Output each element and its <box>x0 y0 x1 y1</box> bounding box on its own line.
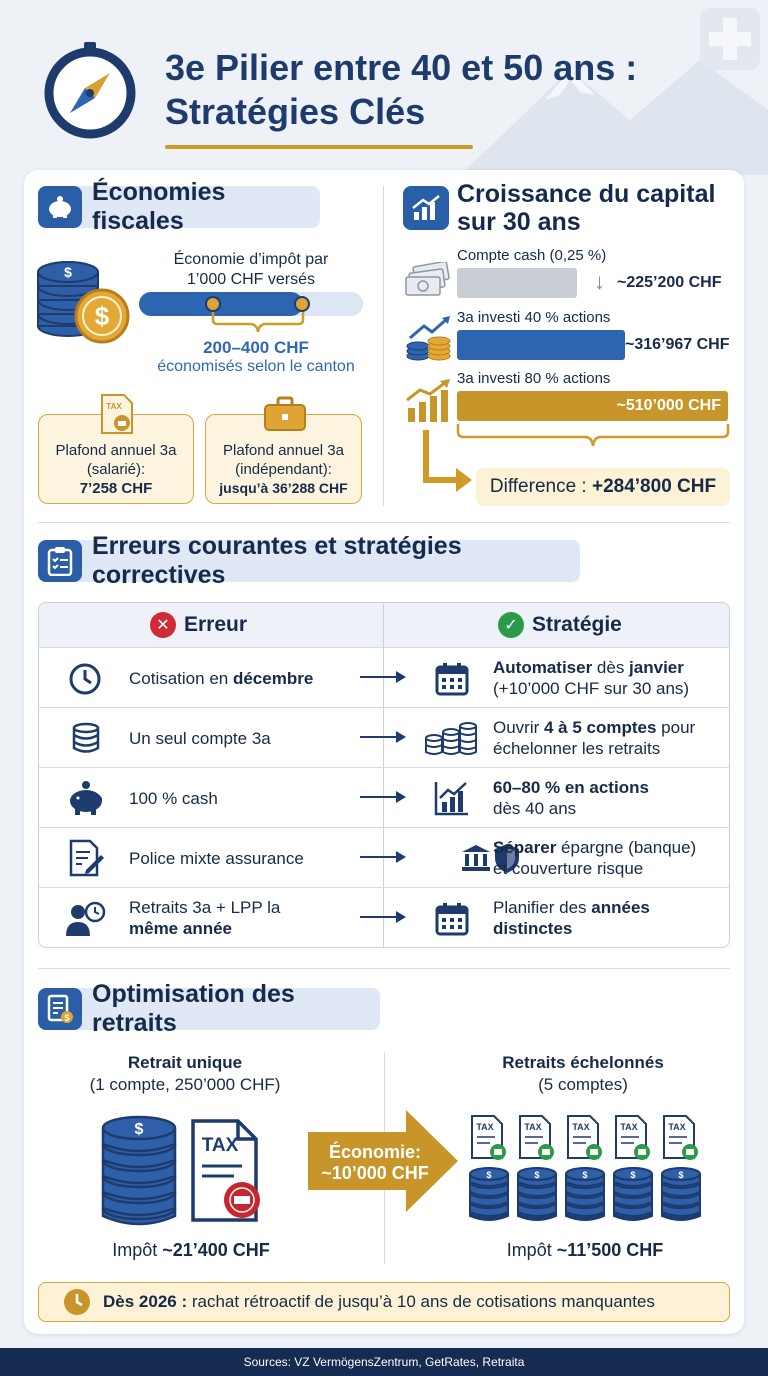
strategy-cell <box>493 888 650 948</box>
svg-text:$: $ <box>134 1121 144 1138</box>
note-text: rachat rétroactif de jusqu’à 10 ans de cotisations manquantes <box>187 1292 655 1311</box>
fiscal-title: Économies fiscales <box>92 178 226 235</box>
note-bold: Dès 2026 : <box>103 1292 188 1311</box>
errors-title: Erreurs courantes et stratégies correctives <box>92 532 462 589</box>
table-row <box>38 767 730 827</box>
strategy-cell <box>493 768 649 828</box>
single-tax-line <box>60 1240 322 1261</box>
strategy-bold: 4 à 5 comptes <box>544 718 657 737</box>
error-bold: même année <box>129 919 232 938</box>
svg-text:$: $ <box>534 1170 540 1180</box>
staggered-accounts <box>466 1110 706 1226</box>
limit-employee-line2: (salarié): <box>86 461 146 478</box>
section-divider-1 <box>38 522 730 523</box>
bank-icon <box>461 844 491 872</box>
error-cell <box>129 648 313 708</box>
single-withdrawal-title: Retrait unique <box>127 1053 243 1072</box>
calendar-icon <box>434 661 470 697</box>
small-tax-icon <box>614 1114 654 1162</box>
small-coin-stack-icon <box>468 1166 510 1224</box>
staggered-tax-label: Impôt <box>506 1240 557 1260</box>
withdrawals-title: Optimisation des retraits <box>92 980 295 1037</box>
col-error-header <box>150 612 247 638</box>
arrow-right <box>360 676 404 678</box>
strategy-bold: Séparer <box>493 838 557 857</box>
money-document-icon <box>38 988 82 1030</box>
coins-growth-icon <box>404 316 454 362</box>
savings-sub: économisés selon le canton <box>157 358 355 375</box>
tax-form-icon <box>190 1118 266 1224</box>
small-tax-label: TAX <box>476 1122 494 1132</box>
coin-stack-icon <box>71 722 101 754</box>
errors-table-header <box>39 603 729 647</box>
single-tax-value: ~21’400 CHF <box>162 1240 270 1260</box>
saving-label <box>308 1142 442 1184</box>
svg-text:$: $ <box>630 1170 636 1180</box>
gold-growth-icon <box>404 378 454 424</box>
growth-chart-icon <box>434 780 470 816</box>
footer-bar <box>0 1348 768 1376</box>
contract-pen-icon <box>68 839 104 877</box>
strategy-bold: Automatiser <box>493 658 593 677</box>
difference-box <box>476 468 730 506</box>
error-cell <box>129 888 280 948</box>
small-tax-icon <box>662 1114 702 1162</box>
small-tax-icon <box>566 1114 606 1162</box>
small-coin-stack-icon <box>564 1166 606 1224</box>
single-withdrawal-sub: (1 compte, 250’000 CHF) <box>89 1075 281 1094</box>
error-x-icon: ✕ <box>150 612 176 638</box>
range-bracket <box>210 312 306 334</box>
error-bold: décembre <box>232 668 314 688</box>
staggered-sub: (5 comptes) <box>538 1075 628 1094</box>
error-cell <box>129 708 271 768</box>
down-arrow-icon: ↓ <box>594 269 605 294</box>
difference-label: Difference : <box>489 476 592 497</box>
svg-text:$: $ <box>678 1170 684 1180</box>
arrow-right <box>360 916 404 918</box>
col-error-label: Erreur <box>184 613 248 636</box>
briefcase-icon <box>263 396 307 432</box>
arrow-right <box>360 856 404 858</box>
limit-self-line2: (indépendant): <box>235 461 332 478</box>
svg-text:$: $ <box>64 1013 70 1023</box>
elbow-arrow <box>418 430 474 500</box>
svg-text:$: $ <box>64 264 72 280</box>
strategy-line2: (+10’000 CHF sur 30 ans) <box>493 679 690 698</box>
col-strategy-header <box>498 612 622 638</box>
limit-self-value: jusqu’à 36’288 CHF <box>219 480 348 496</box>
check-icon: ✓ <box>498 612 524 638</box>
staggered-tax-value: ~11’500 CHF <box>556 1240 664 1260</box>
coins-stack-icon <box>34 252 130 348</box>
arrow-right <box>360 736 404 738</box>
difference-value: +284’800 CHF <box>591 476 717 497</box>
arrow-right <box>360 796 404 798</box>
strategy-cell <box>493 708 695 768</box>
svg-text:$: $ <box>94 301 110 331</box>
svg-text:$: $ <box>486 1170 492 1180</box>
error-cell <box>129 828 304 888</box>
growth-row-0-label: Compte cash (0,25 %) <box>457 247 607 264</box>
compass-icon <box>40 40 140 140</box>
strategy-text: Planifier des <box>493 898 592 917</box>
savings-label <box>140 250 362 290</box>
range-min-dot <box>205 296 221 312</box>
clock-icon <box>68 662 102 696</box>
page-title-line2: Stratégies Clés <box>165 91 426 132</box>
strategy-line2: et couverture risque <box>493 859 644 878</box>
limit-employee-value: 7’258 CHF <box>79 480 153 497</box>
table-row <box>38 707 730 767</box>
person-clock-icon <box>64 900 106 938</box>
small-tax-icon <box>518 1114 558 1162</box>
tax-form-label: TAX <box>201 1135 239 1156</box>
table-row <box>38 887 730 947</box>
error-text: Un seul compte 3a <box>129 728 271 748</box>
limit-employee-line1: Plafond annuel 3a <box>55 442 177 459</box>
strategy-cell <box>493 828 696 888</box>
strategy-line2: dès 40 ans <box>493 799 577 818</box>
strategy-text: épargne (banque) <box>556 838 697 857</box>
staggered-tax-line <box>460 1240 710 1261</box>
small-tax-label: TAX <box>668 1122 686 1132</box>
range-max-dot <box>294 296 310 312</box>
growth-header-icon <box>403 186 449 230</box>
strategy-text: dès <box>592 658 630 677</box>
fiscal-header <box>38 178 320 235</box>
growth-row-0-value: ~225’200 CHF <box>617 274 722 291</box>
small-tax-label: TAX <box>572 1122 590 1132</box>
strategy-bold: années <box>591 898 650 917</box>
page-title-line1: 3e Pilier entre 40 et 50 ans : <box>165 47 638 88</box>
section-divider-2 <box>38 968 730 969</box>
errors-header <box>38 532 580 589</box>
svg-text:$: $ <box>582 1170 588 1180</box>
footer-sources: Sources: VZ VermögensZentrum, GetRates, Retraita <box>243 1355 525 1369</box>
withdrawals-header <box>38 980 380 1037</box>
strategy-bold: 60–80 % en actions <box>493 778 649 797</box>
saving-line2: ~10’000 CHF <box>321 1163 429 1183</box>
strategy-text-2: pour <box>656 718 696 737</box>
piggy-bank-icon <box>38 186 82 228</box>
page-title <box>165 46 637 134</box>
saving-line1: Économie: <box>328 1142 421 1162</box>
small-coin-stack-icon <box>516 1166 558 1224</box>
title-underline <box>165 145 473 149</box>
savings-label-line2: 1’000 CHF versés <box>186 271 316 288</box>
error-text: Police mixte assurance <box>129 848 304 868</box>
staggered-title: Retraits échelonnés <box>502 1053 664 1072</box>
bar-chart-icon <box>411 194 441 222</box>
savings-label-line1: Économie d’impôt par <box>173 251 329 268</box>
piggy-bank-icon <box>66 780 106 816</box>
single-tax-label: Impôt <box>112 1240 163 1260</box>
small-coin-stack-icon <box>612 1166 654 1224</box>
large-coin-stack-icon <box>100 1112 178 1228</box>
multiple-coins-icon <box>424 718 480 758</box>
growth-bar-1 <box>457 330 625 360</box>
note-banner <box>38 1282 730 1322</box>
growth-bar-0 <box>457 268 577 298</box>
calendar-icon <box>434 901 470 937</box>
growth-row-1-value: ~316’967 CHF <box>625 336 730 353</box>
col-strategy-label: Stratégie <box>532 613 622 636</box>
top-vertical-divider <box>383 186 384 506</box>
error-text: 100 % cash <box>129 788 218 808</box>
growth-row-2-value: ~510’000 CHF <box>616 397 721 414</box>
table-row <box>38 647 730 707</box>
small-tax-icon <box>470 1114 510 1162</box>
error-text: Cotisation en <box>129 668 233 688</box>
table-row <box>38 827 730 887</box>
limit-self-line1: Plafond annuel 3a <box>223 442 344 459</box>
strategy-line2: distinctes <box>493 919 573 938</box>
growth-title <box>457 180 715 236</box>
tax-document-icon <box>98 393 136 435</box>
growth-title-line1: Croissance du capital <box>457 180 716 208</box>
growth-row-1-label: 3a investi 40 % actions <box>457 309 611 326</box>
clock-icon <box>63 1288 91 1316</box>
strategy-cell <box>493 648 689 708</box>
growth-row-2-label: 3a investi 80 % actions <box>457 370 611 387</box>
clipboard-checklist-icon <box>38 540 82 582</box>
small-tax-label: TAX <box>524 1122 542 1132</box>
strategy-bold-2: janvier <box>629 658 684 677</box>
cash-notes-icon <box>404 262 452 296</box>
svg-text:TAX: TAX <box>106 402 122 411</box>
savings-value: 200–400 CHF <box>203 338 309 357</box>
difference-bracket <box>455 424 731 448</box>
growth-title-line2: sur 30 ans <box>457 208 581 236</box>
small-tax-label: TAX <box>620 1122 638 1132</box>
error-text: Retraits 3a + LPP la <box>129 898 281 917</box>
strategy-text: Ouvrir <box>493 718 544 737</box>
error-cell <box>129 768 218 828</box>
small-coin-stack-icon <box>660 1166 702 1224</box>
strategy-line2: échelonner les retraits <box>493 739 661 758</box>
